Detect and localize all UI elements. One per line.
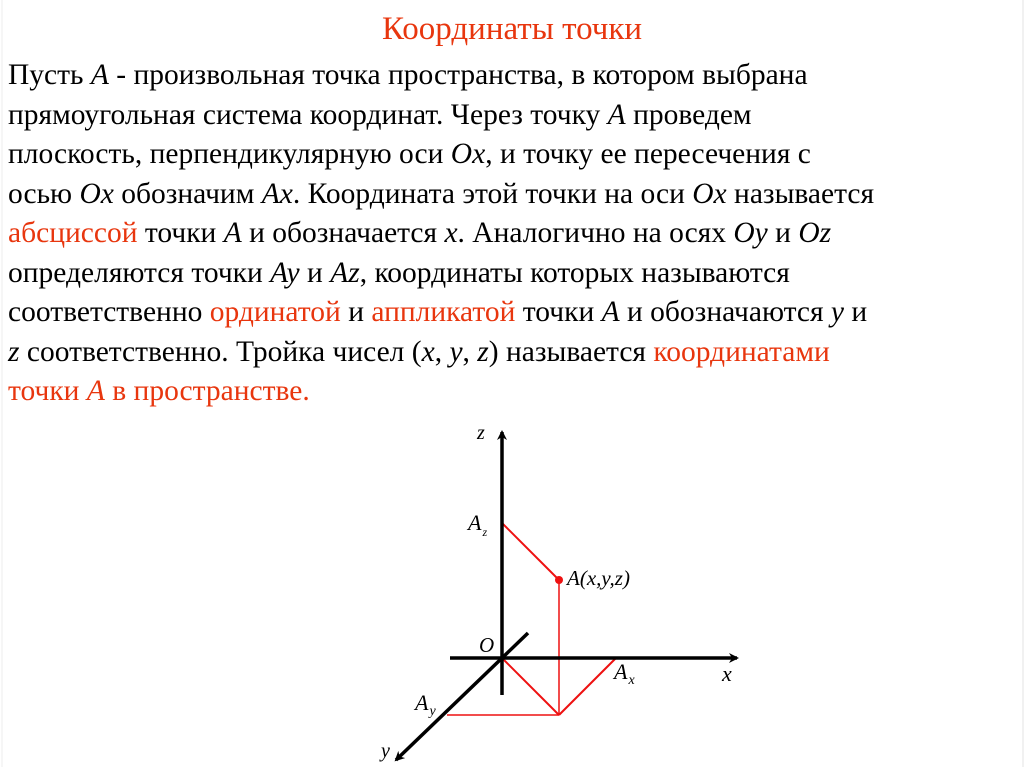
az-to-a-line <box>502 523 559 580</box>
math-symbol: Ox <box>692 177 727 210</box>
math-symbol: A <box>601 296 620 328</box>
math-symbol: x <box>421 335 435 368</box>
point-a-label: A(x,y,z) <box>567 566 630 590</box>
text-segment: , координаты которых называются <box>359 256 790 289</box>
text-segment: ) называется <box>488 335 654 368</box>
text-segment: плоскость, перпендикулярную оси <box>8 138 451 170</box>
point-ay-label: $A_y$ <box>415 690 436 719</box>
y-axis-label: y <box>381 740 390 762</box>
highlighted-term: в пространстве. <box>104 375 310 407</box>
point-a-dot <box>555 576 563 584</box>
point-ax-label: $A_x$ <box>614 659 635 688</box>
text-segment: точки <box>515 296 602 328</box>
math-symbol: Oy <box>733 217 768 249</box>
math-symbol: z <box>477 335 489 368</box>
text-segment: , и точку ее пересечения с <box>485 138 811 170</box>
math-symbol: A <box>90 59 109 91</box>
text-segment: соответственно. Тройка чисел ( <box>19 335 422 368</box>
text-segment: называется <box>726 177 875 210</box>
math-symbol: Ay <box>270 256 300 289</box>
axes <box>396 432 737 760</box>
projection-to-ax-line <box>559 658 616 715</box>
origin-to-projection-line <box>502 658 559 715</box>
origin-label: O <box>479 633 495 657</box>
text-segment: осью <box>8 177 80 210</box>
math-symbol: y <box>449 335 463 368</box>
text-segment: и <box>767 217 799 249</box>
text-segment: точки <box>137 217 224 249</box>
text-segment: . Аналогично на осях <box>457 217 734 249</box>
text-segment: и обозначается <box>241 217 445 249</box>
text-segment: - произвольная точка пространства, в котором выбрана <box>108 59 808 91</box>
text-segment: проведем <box>625 98 752 131</box>
math-symbol: Ox <box>450 138 486 170</box>
highlighted-term: координатами <box>653 335 830 368</box>
math-symbol: A <box>607 98 626 131</box>
text-segment: и <box>340 296 372 328</box>
math-symbol: A <box>223 217 242 249</box>
highlighted-term: точки <box>8 375 87 407</box>
text-segment: , <box>462 335 478 368</box>
text-segment: определяются точки <box>8 256 271 289</box>
highlighted-term: аппликатой <box>371 296 516 328</box>
highlighted-term: абсциссой <box>8 217 138 249</box>
math-symbol: Ox <box>79 177 114 210</box>
math-symbol: y <box>830 296 845 328</box>
text-segment: обозначим <box>113 177 262 210</box>
highlighted-term: ординатой <box>209 296 341 328</box>
highlighted-term: A <box>86 375 105 407</box>
math-symbol: Ax <box>261 177 293 210</box>
text-segment: и <box>844 296 868 328</box>
text-segment: . Координата этой точки на оси <box>292 177 693 210</box>
text-segment: Пусть <box>8 59 91 91</box>
text-segment: , <box>434 335 450 368</box>
math-symbol: x <box>444 217 458 249</box>
math-symbol: z <box>8 335 20 368</box>
slide-title: Координаты точки <box>381 11 643 47</box>
text-segment: прямоугольная система координат. Через точку <box>8 98 608 131</box>
x-axis-label: x <box>722 661 732 686</box>
text-segment: и обозначаются <box>619 296 831 328</box>
math-symbol: Oz <box>798 217 832 249</box>
point-az-label: $A_z$ <box>468 510 488 539</box>
math-symbol: Az <box>330 256 360 289</box>
z-axis-label: z <box>477 422 485 444</box>
text-segment: соответственно <box>8 296 210 328</box>
text-segment: и <box>299 256 331 289</box>
